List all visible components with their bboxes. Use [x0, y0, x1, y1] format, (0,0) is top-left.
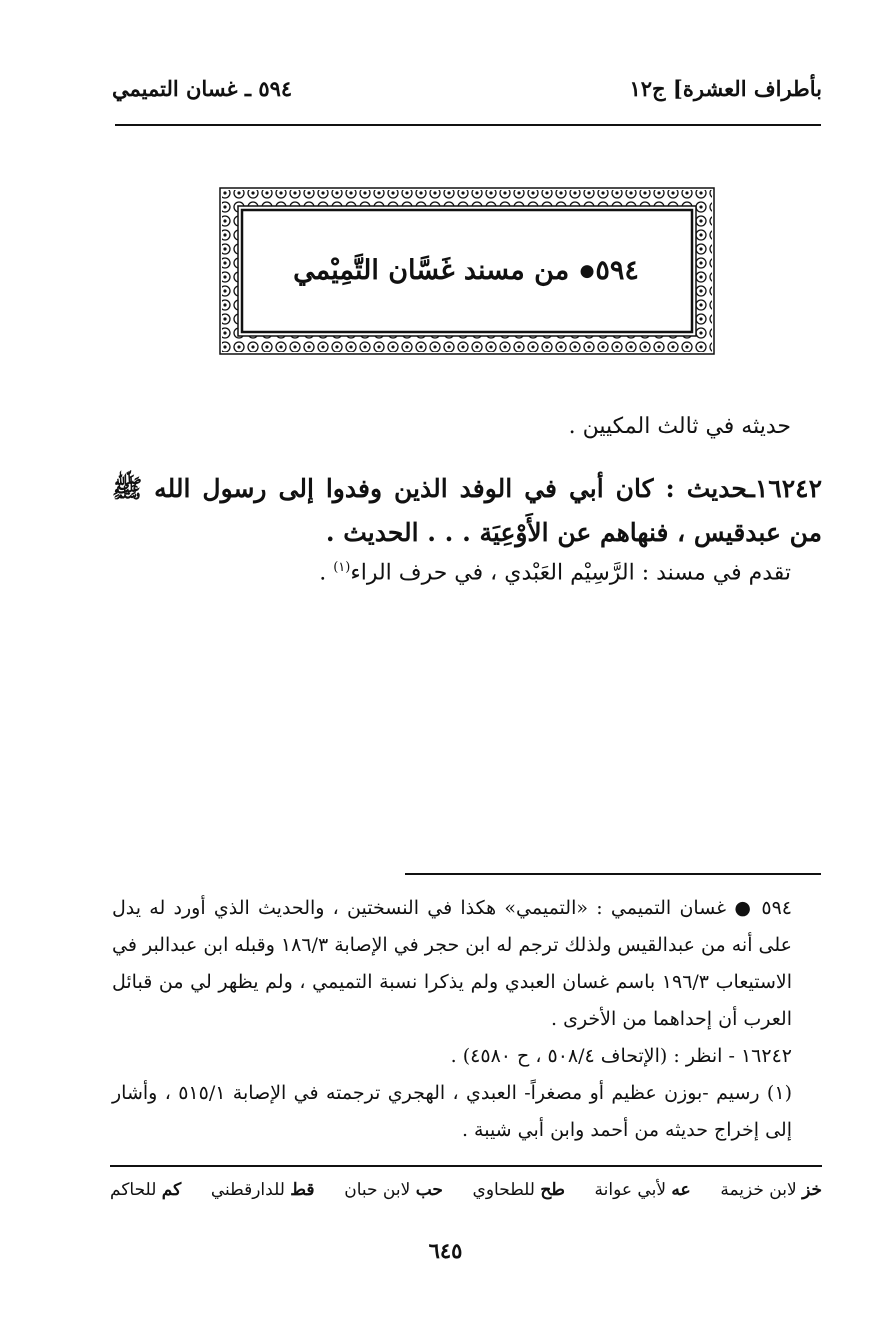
hadith-number: ١٦٢٤٢	[754, 474, 822, 503]
section-title	[293, 255, 639, 286]
bullet-icon: ●	[734, 897, 754, 919]
abbr-item	[110, 1180, 181, 1210]
intro-line: حديثه في ثالث المكيين .	[568, 414, 791, 439]
footnote-3: (١) رسيم -بوزن عظيم أو مصغراً- العبدي ، الهجري ترجمته في الإصابة ٥١٥/١ ، وأشار إلى إخراج حديثه من أحمد وابن أبي شيبة .	[112, 1082, 792, 1141]
cross-reference-note	[319, 560, 791, 585]
section-title-text: من مسند غَسَّان التَّمِيْمي	[293, 254, 570, 286]
page-number: ٦٤٥	[428, 1238, 463, 1263]
abbr-code: طح	[540, 1180, 565, 1200]
abbr-meaning: لأبي عوانة	[594, 1180, 667, 1200]
abbr-item	[344, 1180, 443, 1210]
header-divider	[115, 124, 821, 126]
abbr-meaning: للحاكم	[110, 1180, 157, 1200]
title-box	[242, 210, 690, 330]
abbr-code: حب	[415, 1180, 443, 1200]
abbr-code: عه	[671, 1180, 691, 1200]
footnote-2: ١٦٢٤٢ - انظر : (الإتحاف ٥٠٨/٤ ، ح ٤٥٨٠) .	[450, 1045, 792, 1067]
title-frame	[218, 186, 716, 356]
footnote-divider	[405, 873, 821, 875]
abbreviations-legend	[110, 1180, 822, 1210]
abbreviations-divider	[110, 1165, 822, 1167]
page-header	[112, 76, 822, 110]
hadith-text: ـحديث : كان أبي في الوفد الذين وفدوا إلى رسول الله ﷺ من عبدقيس ، فنهاهم عن الأَوْعِيَة . . . الحديث .	[112, 474, 822, 547]
footnote-1-label: ٥٩٤	[761, 897, 792, 919]
abbr-item	[211, 1180, 315, 1210]
note-text: تقدم في مسند : الرَّسِيْم العَبْدي ، في حرف الراء	[350, 560, 791, 586]
header-book-ref: بأطراف العشرة] ج١٢	[629, 76, 822, 101]
hadith-paragraph	[112, 467, 822, 555]
section-number: ٥٩٤	[595, 254, 639, 286]
note-end: .	[319, 560, 334, 586]
footnotes	[112, 890, 822, 1149]
footnote-marker[interactable]: (١)	[333, 560, 351, 575]
abbr-meaning: لابن حبان	[344, 1180, 411, 1200]
abbr-code: خز	[802, 1180, 822, 1200]
abbr-item	[473, 1180, 565, 1210]
abbr-meaning: لابن خزيمة	[720, 1180, 797, 1200]
bullet-icon: ●	[579, 260, 595, 281]
abbr-code: قط	[290, 1180, 315, 1200]
abbr-item	[720, 1180, 822, 1210]
abbr-meaning: للدارقطني	[210, 1180, 285, 1200]
abbr-code: كم	[161, 1180, 182, 1200]
footnote-1	[112, 890, 822, 1038]
header-section-ref: ٥٩٤ ـ غسان التميمي	[112, 76, 293, 101]
abbr-meaning: للطحاوي	[472, 1180, 535, 1200]
abbr-item	[595, 1180, 691, 1210]
footnote-1-text: غسان التميمي : «التميمي» هكذا في النسختين ، والحديث الذي أورد له يدل على أنه من عبدالقيس ولذلك ترجم له ابن حجر في الإصابة ١٨٦/٣ وقبله ابن عبدالبر في الاستيعاب ١٩٦/٣ باسم غسان العبدي ولم يذكرا نسبة التميمي ، ولم يظهر لي من قبائل العرب أن إحداهما من الأخرى .	[112, 897, 792, 1030]
